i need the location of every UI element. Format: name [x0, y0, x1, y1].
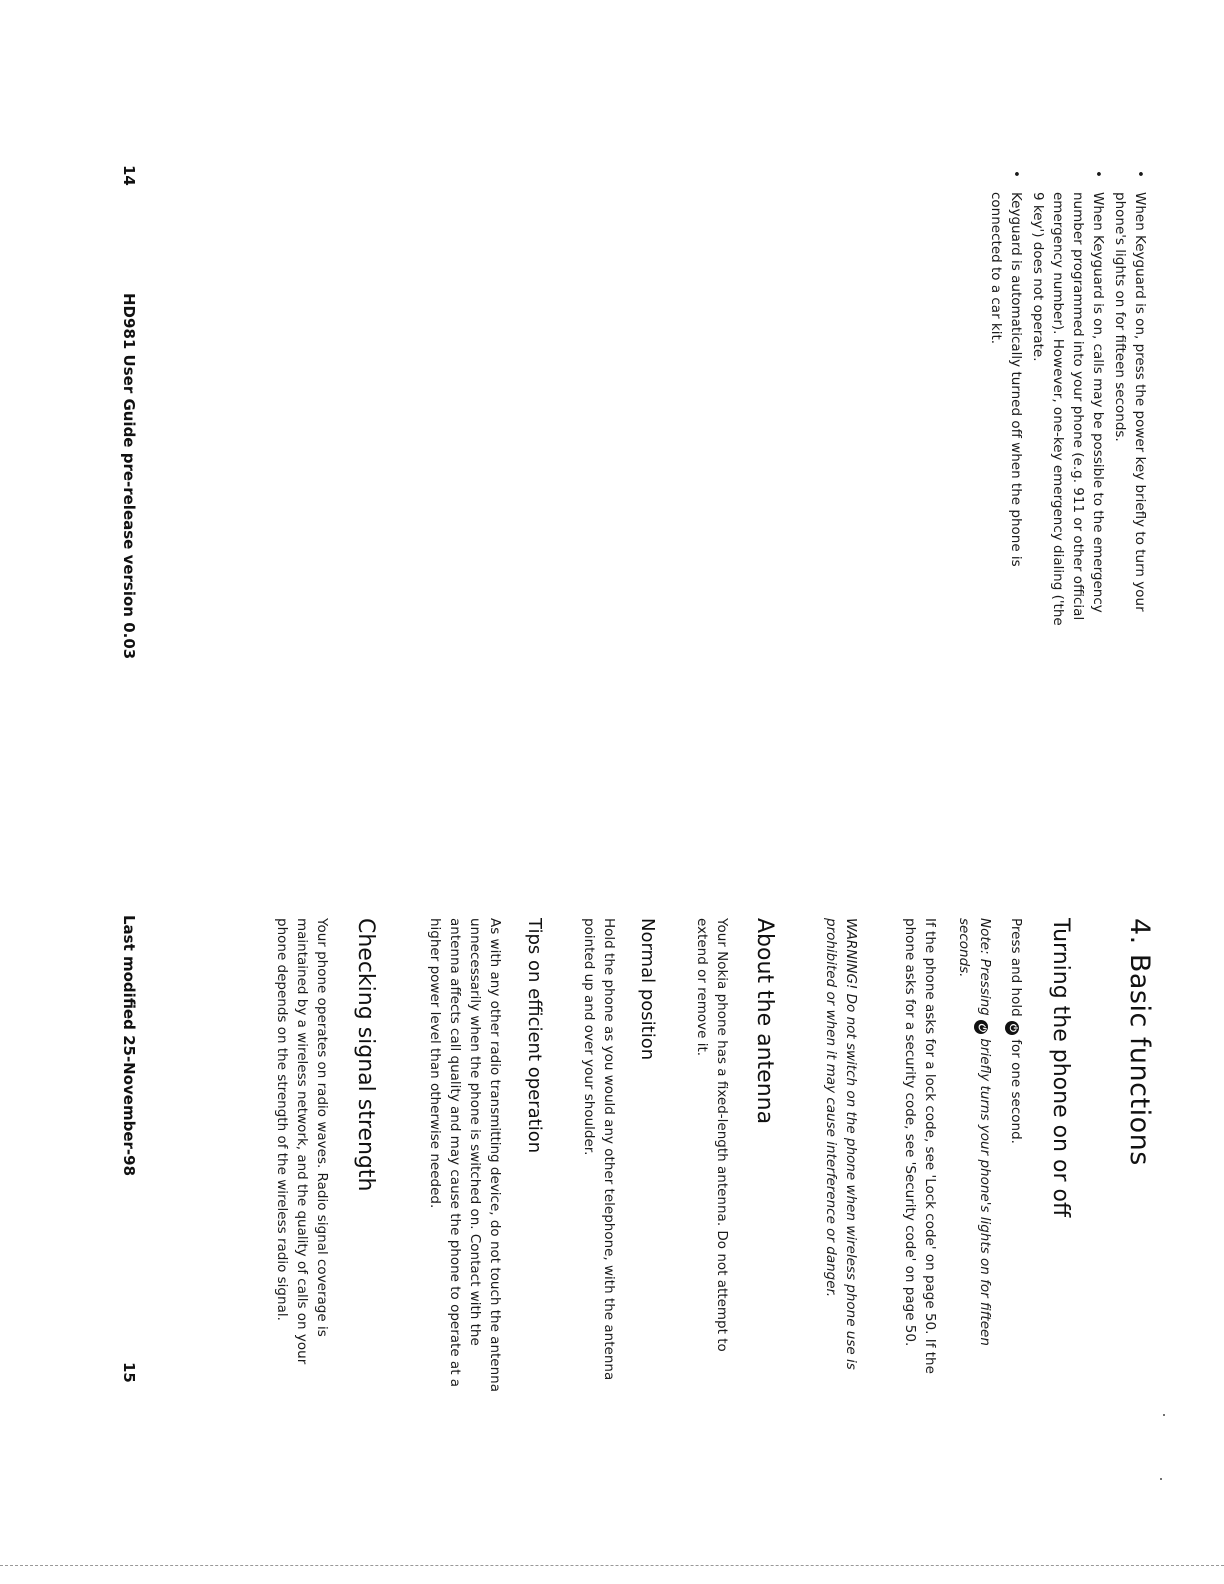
lock-code-paragraph: If the phone asks for a lock code, see 'Lock code' on page 50. If the phone asks for a security code, see 'Security code' on page 50.: [902, 918, 938, 1374]
note-paragraph: [954, 918, 995, 1388]
note-text-suffix: briefly turns your phone's lights on for fifteen seconds.: [956, 918, 993, 1346]
left-page-number: 14: [120, 165, 138, 186]
scan-speck: [1160, 1478, 1162, 1480]
power-key-icon: ⏻: [974, 1020, 988, 1034]
heading-checking-signal: Checking signal strength: [353, 918, 378, 1192]
heading-tips-efficient: Tips on efficient operation: [524, 918, 545, 1154]
note-text-prefix: Note: Pressing: [977, 918, 993, 1016]
press-hold-line: [1005, 918, 1026, 1144]
scan-speck: [1163, 1414, 1165, 1416]
heading-turning-on-off: Turning the phone on or off: [1048, 918, 1073, 1218]
antenna-paragraph: Your Nokia phone has a fixed-length antenna. Do not attempt to extend or remove it.: [694, 918, 730, 1352]
left-page-footer: HD981 User Guide pre-release version 0.03: [120, 293, 138, 660]
keyguard-bullet-list: [984, 170, 1150, 630]
right-page-number: 15: [120, 1362, 138, 1383]
normal-position-paragraph: Hold the phone as you would any other telephone, with the antenna pointed up and over your shoulder.: [581, 918, 617, 1381]
power-key-icon: ⏻: [1005, 1021, 1019, 1035]
press-hold-suffix: for one second.: [1008, 1039, 1024, 1144]
list-item: • When Keyguard is on, press the power key briefly to turn your phone's lights on for fifteen seconds.: [1110, 170, 1150, 630]
tips-paragraph: As with any other radio transmitting device, do not touch the antenna unnecessarily when the phone is switched on. Contact with the antenna affects call quality and may cause the phone to operate at a higher power level than otherwise needed.: [427, 918, 503, 1392]
chapter-title: 4. Basic functions: [1124, 918, 1155, 1166]
heading-normal-position: Normal position: [637, 918, 658, 1061]
warning-paragraph: WARNING! Do not switch on the phone when wireless phone use is prohibited or when it may cause interference or danger.: [823, 918, 859, 1370]
signal-paragraph: Your phone operates on radio waves. Radio signal coverage is maintained by a wireless network, and the quality of calls on your phone depends on the strength of the wireless radio signal.: [274, 918, 330, 1365]
right-page-footer: Last modified 25-November-98: [120, 915, 138, 1177]
scan-edge-line: [0, 1565, 1224, 1566]
list-item: • Keyguard is automatically turned off when the phone is connected to a car kit.: [986, 170, 1026, 630]
list-item: • When Keyguard is on, calls may be possible to the emergency number programmed into your phone (e.g. 911 or other official emergency number). However, one-key emergency dialing ('the 9 key') does not operate.: [1028, 170, 1108, 630]
press-hold-text: Press and hold: [1008, 918, 1024, 1017]
heading-about-antenna: About the antenna: [752, 918, 777, 1125]
